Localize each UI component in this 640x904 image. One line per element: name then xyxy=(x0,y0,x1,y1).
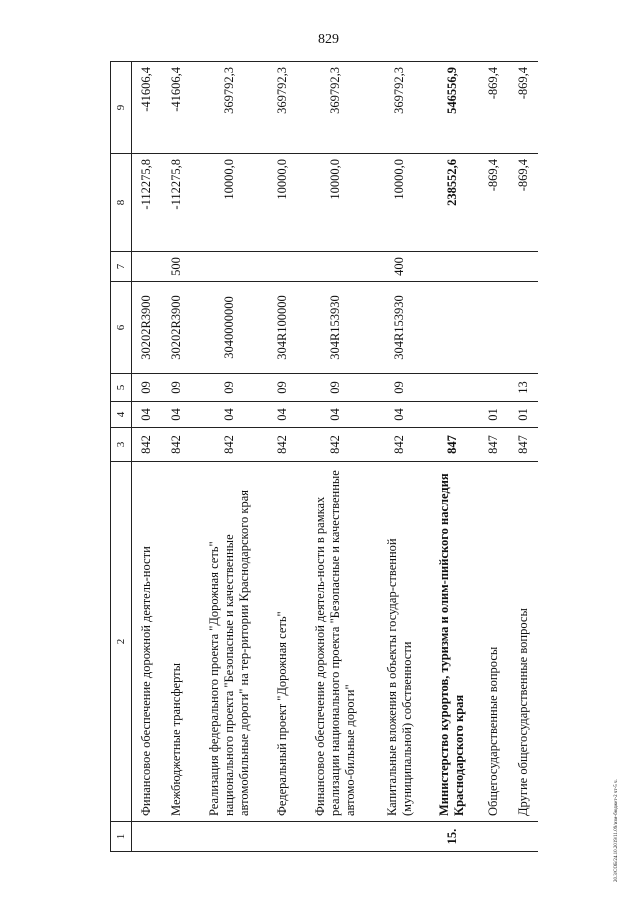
row-number-cell xyxy=(297,822,373,852)
amount-total-cell: 369792,3 xyxy=(373,62,426,154)
subsection-code-cell: 09 xyxy=(268,374,298,402)
subsection-code-cell: 13 xyxy=(508,374,538,402)
section-code-cell: 04 xyxy=(297,402,373,428)
amount-change-cell: 10000,0 xyxy=(297,154,373,252)
table-row xyxy=(426,62,479,852)
row-number-cell: 15. xyxy=(426,822,479,852)
column-header: 6 xyxy=(111,282,132,374)
amount-total-cell: 369792,3 xyxy=(297,62,373,154)
ministry-code-cell: 842 xyxy=(162,428,192,462)
page-number: 829 xyxy=(318,32,339,47)
target-code-cell: 304R153930 xyxy=(297,282,373,374)
column-header: 7 xyxy=(111,252,132,282)
budget-table xyxy=(110,61,538,852)
expense-type-code-cell xyxy=(191,252,267,282)
expense-type-code-cell xyxy=(297,252,373,282)
row-name-cell: Другие общегосударственные вопросы xyxy=(508,462,538,822)
section-code-cell: 04 xyxy=(373,402,426,428)
target-code-cell: 304R100000 xyxy=(268,282,298,374)
ministry-code-cell: 842 xyxy=(373,428,426,462)
row-number-cell xyxy=(162,822,192,852)
row-number-cell xyxy=(268,822,298,852)
expense-type-code-cell xyxy=(132,252,162,282)
expense-type-code-cell: 400 xyxy=(373,252,426,282)
subsection-code-cell: 09 xyxy=(132,374,162,402)
section-code-cell: 04 xyxy=(132,402,162,428)
row-name-cell: Капитальные вложения в объекты государ-ственной (муниципальной) собственности xyxy=(373,462,426,822)
row-name-cell: Финансовое обеспечение дорожной деятель-ности в рамках реализации национального проекта "Безопасные и качественные автомо-бильные дороги" xyxy=(297,462,373,822)
amount-change-cell: 10000,0 xyxy=(268,154,298,252)
table-header-row xyxy=(111,62,132,852)
table-body xyxy=(132,62,539,852)
section-code-cell: 01 xyxy=(479,402,509,428)
expense-type-code-cell: 500 xyxy=(162,252,192,282)
subsection-code-cell: 09 xyxy=(191,374,267,402)
column-header: 8 xyxy=(111,154,132,252)
row-name-cell: Реализация федерального проекта "Дорожная сеть" национального проекта "Безопасные и качественные автомобильные дороги" на тер-ритории Краснодарского края xyxy=(191,462,267,822)
ministry-code-cell: 847 xyxy=(426,428,479,462)
table-row xyxy=(508,62,538,852)
column-header: 5 xyxy=(111,374,132,402)
ministry-code-cell: 842 xyxy=(297,428,373,462)
expense-type-code-cell xyxy=(268,252,298,282)
amount-change-cell: -112275,8 xyxy=(162,154,192,252)
amount-change-cell: 238552,6 xyxy=(426,154,479,252)
amount-total-cell: -41606,4 xyxy=(162,62,192,154)
target-code-cell: 3040000000 xyxy=(191,282,267,374)
target-code-cell: 304R153930 xyxy=(373,282,426,374)
amount-total-cell: -41606,4 xyxy=(132,62,162,154)
row-number-cell xyxy=(132,822,162,852)
amount-change-cell: -869,4 xyxy=(508,154,538,252)
subsection-code-cell xyxy=(426,374,479,402)
table-row xyxy=(268,62,298,852)
row-name-cell: Федеральный проект "Дорожная сеть" xyxy=(268,462,298,822)
target-code-cell xyxy=(426,282,479,374)
table-row xyxy=(132,62,162,852)
amount-total-cell: -869,4 xyxy=(508,62,538,154)
section-code-cell: 04 xyxy=(268,402,298,428)
target-code-cell xyxy=(479,282,509,374)
amount-total-cell: -869,4 xyxy=(479,62,509,154)
ministry-code-cell: 842 xyxy=(191,428,267,462)
row-number-cell xyxy=(191,822,267,852)
table-row xyxy=(373,62,426,852)
row-number-cell xyxy=(373,822,426,852)
expense-type-code-cell xyxy=(426,252,479,282)
ministry-code-cell: 842 xyxy=(132,428,162,462)
table-row xyxy=(479,62,509,852)
target-code-cell xyxy=(508,282,538,374)
ministry-code-cell: 847 xyxy=(479,428,509,462)
ministry-code-cell: 842 xyxy=(268,428,298,462)
expense-type-code-cell xyxy=(508,252,538,282)
target-code-cell: 30202R3900 xyxy=(162,282,192,374)
section-code-cell xyxy=(426,402,479,428)
table-row xyxy=(162,62,192,852)
subsection-code-cell: 09 xyxy=(373,374,426,402)
column-header: 2 xyxy=(111,462,132,822)
expense-type-code-cell xyxy=(479,252,509,282)
ministry-code-cell: 847 xyxy=(508,428,538,462)
amount-change-cell: 10000,0 xyxy=(191,154,267,252)
row-name-cell: Общегосударственные вопросы xyxy=(479,462,509,822)
budget-table-sheet xyxy=(110,62,538,852)
document-code-note: 20.3/СОБ/24.10.2019/11.09/изм-бюджет-2 чт-5 ч. xyxy=(614,779,619,882)
table-row xyxy=(191,62,267,852)
table-row xyxy=(297,62,373,852)
amount-change-cell: -869,4 xyxy=(479,154,509,252)
column-header: 3 xyxy=(111,428,132,462)
column-header: 4 xyxy=(111,402,132,428)
column-header: 9 xyxy=(111,62,132,154)
amount-total-cell: 546556,9 xyxy=(426,62,479,154)
row-number-cell xyxy=(508,822,538,852)
amount-total-cell: 369792,3 xyxy=(268,62,298,154)
target-code-cell: 30202R3900 xyxy=(132,282,162,374)
subsection-code-cell: 09 xyxy=(162,374,192,402)
subsection-code-cell: 09 xyxy=(297,374,373,402)
row-name-cell: Межбюджетные трансферты xyxy=(162,462,192,822)
amount-total-cell: 369792,3 xyxy=(191,62,267,154)
section-code-cell: 04 xyxy=(191,402,267,428)
amount-change-cell: -112275,8 xyxy=(132,154,162,252)
row-name-cell: Министерство курортов, туризма и олим-пийского наследия Краснодарского края xyxy=(426,462,479,822)
column-header: 1 xyxy=(111,822,132,852)
section-code-cell: 04 xyxy=(162,402,192,428)
subsection-code-cell xyxy=(479,374,509,402)
section-code-cell: 01 xyxy=(508,402,538,428)
row-name-cell: Финансовое обеспечение дорожной деятель-ности xyxy=(132,462,162,822)
row-number-cell xyxy=(479,822,509,852)
amount-change-cell: 10000,0 xyxy=(373,154,426,252)
